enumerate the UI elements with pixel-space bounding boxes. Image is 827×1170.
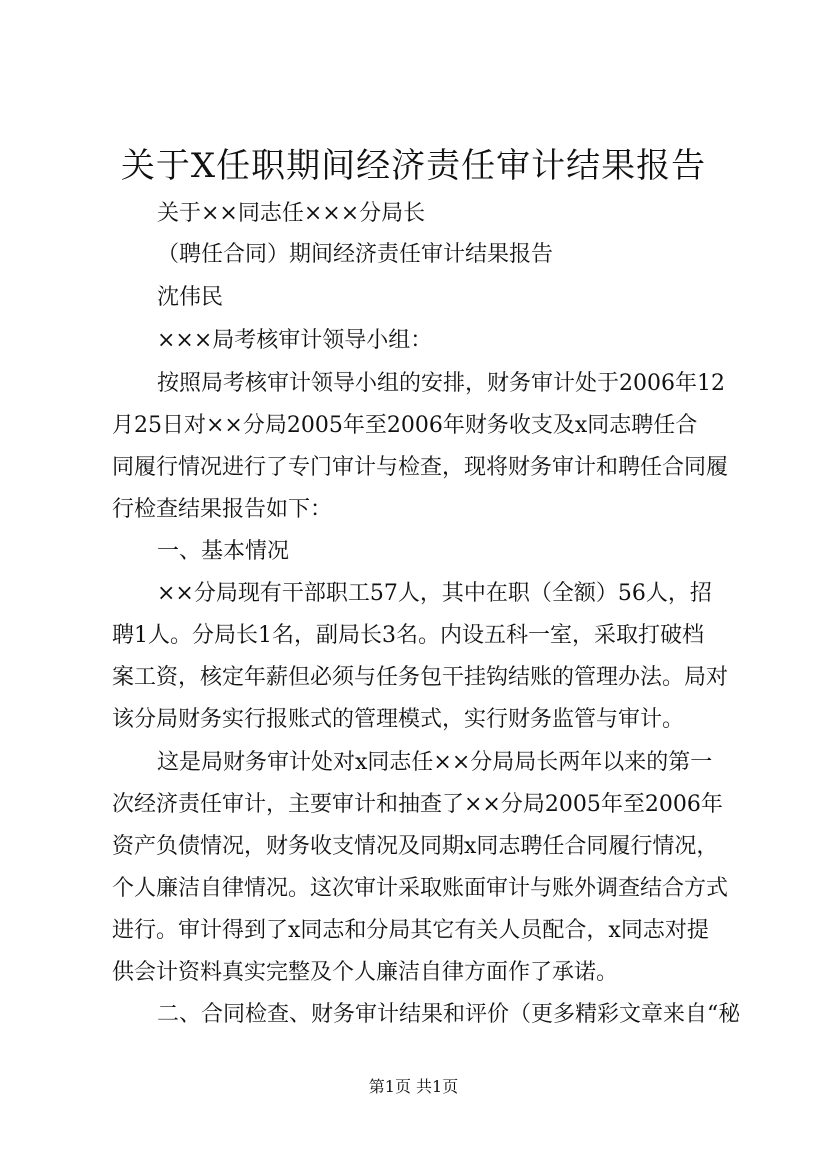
- paragraph-line: 同履行情况进行了专门审计与检查，现将财务审计和聘任合同履: [112, 455, 729, 480]
- paragraph-line: 次经济责任审计，主要审计和抽查了××分局2005年至2006年: [112, 792, 723, 817]
- author-line: 沈伟民: [157, 285, 224, 310]
- subtitle-line-2: （聘任合同）期间经济责任审计结果报告: [157, 242, 554, 267]
- paragraph-line: 该分局财务实行报账式的管理模式，实行财务监管与审计。: [112, 707, 685, 732]
- page-number: 第1页 共1页: [368, 1077, 459, 1096]
- paragraph-line: 进行。审计得到了x同志和分局其它有关人员配合，x同志对提: [112, 918, 709, 943]
- document-title: 关于X任职期间经济责任审计结果报告: [120, 146, 707, 186]
- paragraph-line: 个人廉洁自律情况。这次审计采取账面审计与账外调查结合方式: [112, 876, 729, 901]
- paragraph-line: 行检查结果报告如下：: [112, 497, 333, 522]
- paragraph-line: 资产负债情况，财务收支情况及同期x同志聘任合同履行情况，: [112, 834, 719, 859]
- section-heading: 一、基本情况: [157, 539, 290, 564]
- subtitle-line-1: 关于××同志任×××分局长: [157, 201, 426, 226]
- section-heading: 二、合同检查、财务审计结果和评价（更多精彩文章来自“秘: [157, 1002, 741, 1027]
- paragraph-line: 聘1人。分局长1名，副局长3名。内设五科一室，采取打破档: [112, 623, 704, 648]
- paragraph-line: 月25日对××分局2005年至2006年财务收支及x同志聘任合: [112, 413, 698, 438]
- paragraph-line: 案工资，核定年薪但必须与任务包干挂钩结账的管理办法。局对: [112, 665, 729, 690]
- paragraph-line: 这是局财务审计处对x同志任××分局局长两年以来的第一: [157, 750, 713, 775]
- paragraph-line: 按照局考核审计领导小组的安排，财务审计处于2006年12: [157, 371, 725, 396]
- paragraph-line: 供会计资料真实完整及个人廉洁自律方面作了承诺。: [112, 960, 619, 985]
- addressee-line: ×××局考核审计领导小组：: [157, 328, 433, 353]
- paragraph-line: ××分局现有干部职工57人，其中在职（全额）56人，招: [157, 581, 712, 606]
